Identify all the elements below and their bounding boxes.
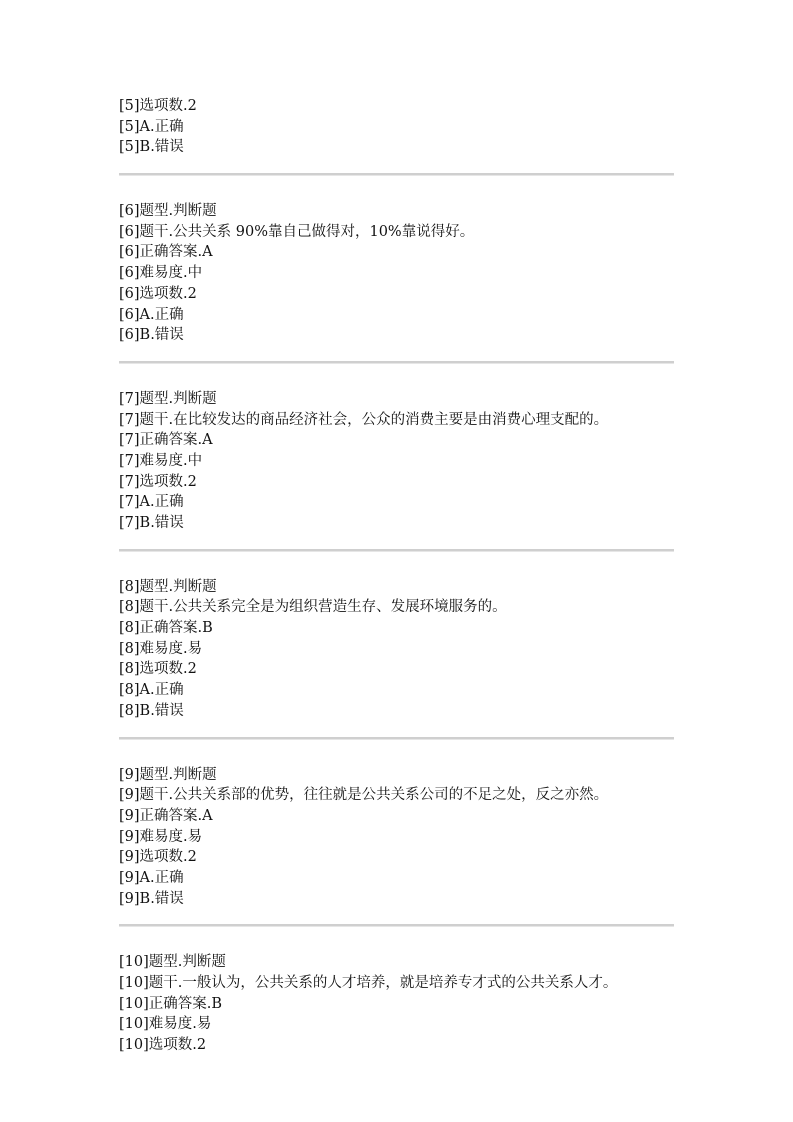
divider bbox=[119, 737, 674, 740]
question-type: [7]题型.判断题 bbox=[119, 390, 217, 407]
correct-answer: [8]正确答案.B bbox=[119, 620, 213, 637]
question-stem: [9]题干.公共关系部的优势，往往就是公共关系公司的不足之处，反之亦然。 bbox=[119, 787, 609, 804]
option-count: [10]选项数.2 bbox=[119, 1037, 207, 1054]
option-b: [8]B.错误 bbox=[119, 702, 184, 719]
divider bbox=[119, 924, 674, 927]
question-type: [8]题型.判断题 bbox=[119, 578, 217, 595]
question-stem: [8]题干.公共关系完全是为组织营造生存、发展环境服务的。 bbox=[119, 599, 507, 616]
option-count: [8]选项数.2 bbox=[119, 661, 197, 678]
option-a: [6]A.正确 bbox=[119, 306, 184, 323]
question-block-10 bbox=[119, 952, 674, 1055]
difficulty: [9]难易度.易 bbox=[119, 828, 203, 845]
divider bbox=[119, 549, 674, 552]
question-block-9 bbox=[119, 765, 674, 910]
option-b: [5]B.错误 bbox=[119, 139, 184, 156]
question-type: [10]题型.判断题 bbox=[119, 954, 226, 971]
question-block-5 bbox=[119, 96, 674, 158]
question-stem: [10]题干.一般认为，公共关系的人才培养，就是培养专才式的公共关系人才。 bbox=[119, 975, 618, 991]
option-b: [9]B.错误 bbox=[119, 890, 184, 907]
option-count: [9]选项数.2 bbox=[119, 849, 197, 866]
option-a: [7]A.正确 bbox=[119, 494, 184, 511]
difficulty: [7]难易度.中 bbox=[119, 452, 203, 469]
correct-answer: [9]正确答案.A bbox=[119, 807, 213, 824]
divider bbox=[119, 361, 674, 364]
option-b: [6]B.错误 bbox=[119, 327, 184, 344]
question-block-8 bbox=[119, 577, 674, 722]
question-type: [6]题型.判断题 bbox=[119, 203, 217, 220]
option-count: [5]选项数.2 bbox=[119, 98, 197, 114]
question-block-7 bbox=[119, 389, 674, 534]
question-stem: [7]题干.在比较发达的商品经济社会，公众的消费主要是由消费心理支配的。 bbox=[119, 411, 609, 428]
option-a: [5]A.正确 bbox=[119, 118, 184, 135]
difficulty: [6]难易度.中 bbox=[119, 265, 203, 282]
question-block-6 bbox=[119, 201, 674, 346]
difficulty: [8]难易度.易 bbox=[119, 640, 203, 657]
difficulty: [10]难易度.易 bbox=[119, 1016, 212, 1033]
option-a: [9]A.正确 bbox=[119, 869, 184, 886]
question-type: [9]题型.判断题 bbox=[119, 766, 217, 783]
document-page bbox=[119, 96, 674, 1056]
correct-answer: [10]正确答案.B bbox=[119, 995, 223, 1012]
correct-answer: [6]正确答案.A bbox=[119, 244, 213, 261]
correct-answer: [7]正确答案.A bbox=[119, 432, 213, 449]
option-b: [7]B.错误 bbox=[119, 515, 184, 531]
divider bbox=[119, 173, 674, 176]
option-count: [7]选项数.2 bbox=[119, 473, 197, 490]
option-count: [6]选项数.2 bbox=[119, 285, 197, 302]
question-stem: [6]题干.公共关系 90%靠自己做得对，10%靠说得好。 bbox=[119, 223, 475, 240]
option-a: [8]A.正确 bbox=[119, 682, 184, 699]
